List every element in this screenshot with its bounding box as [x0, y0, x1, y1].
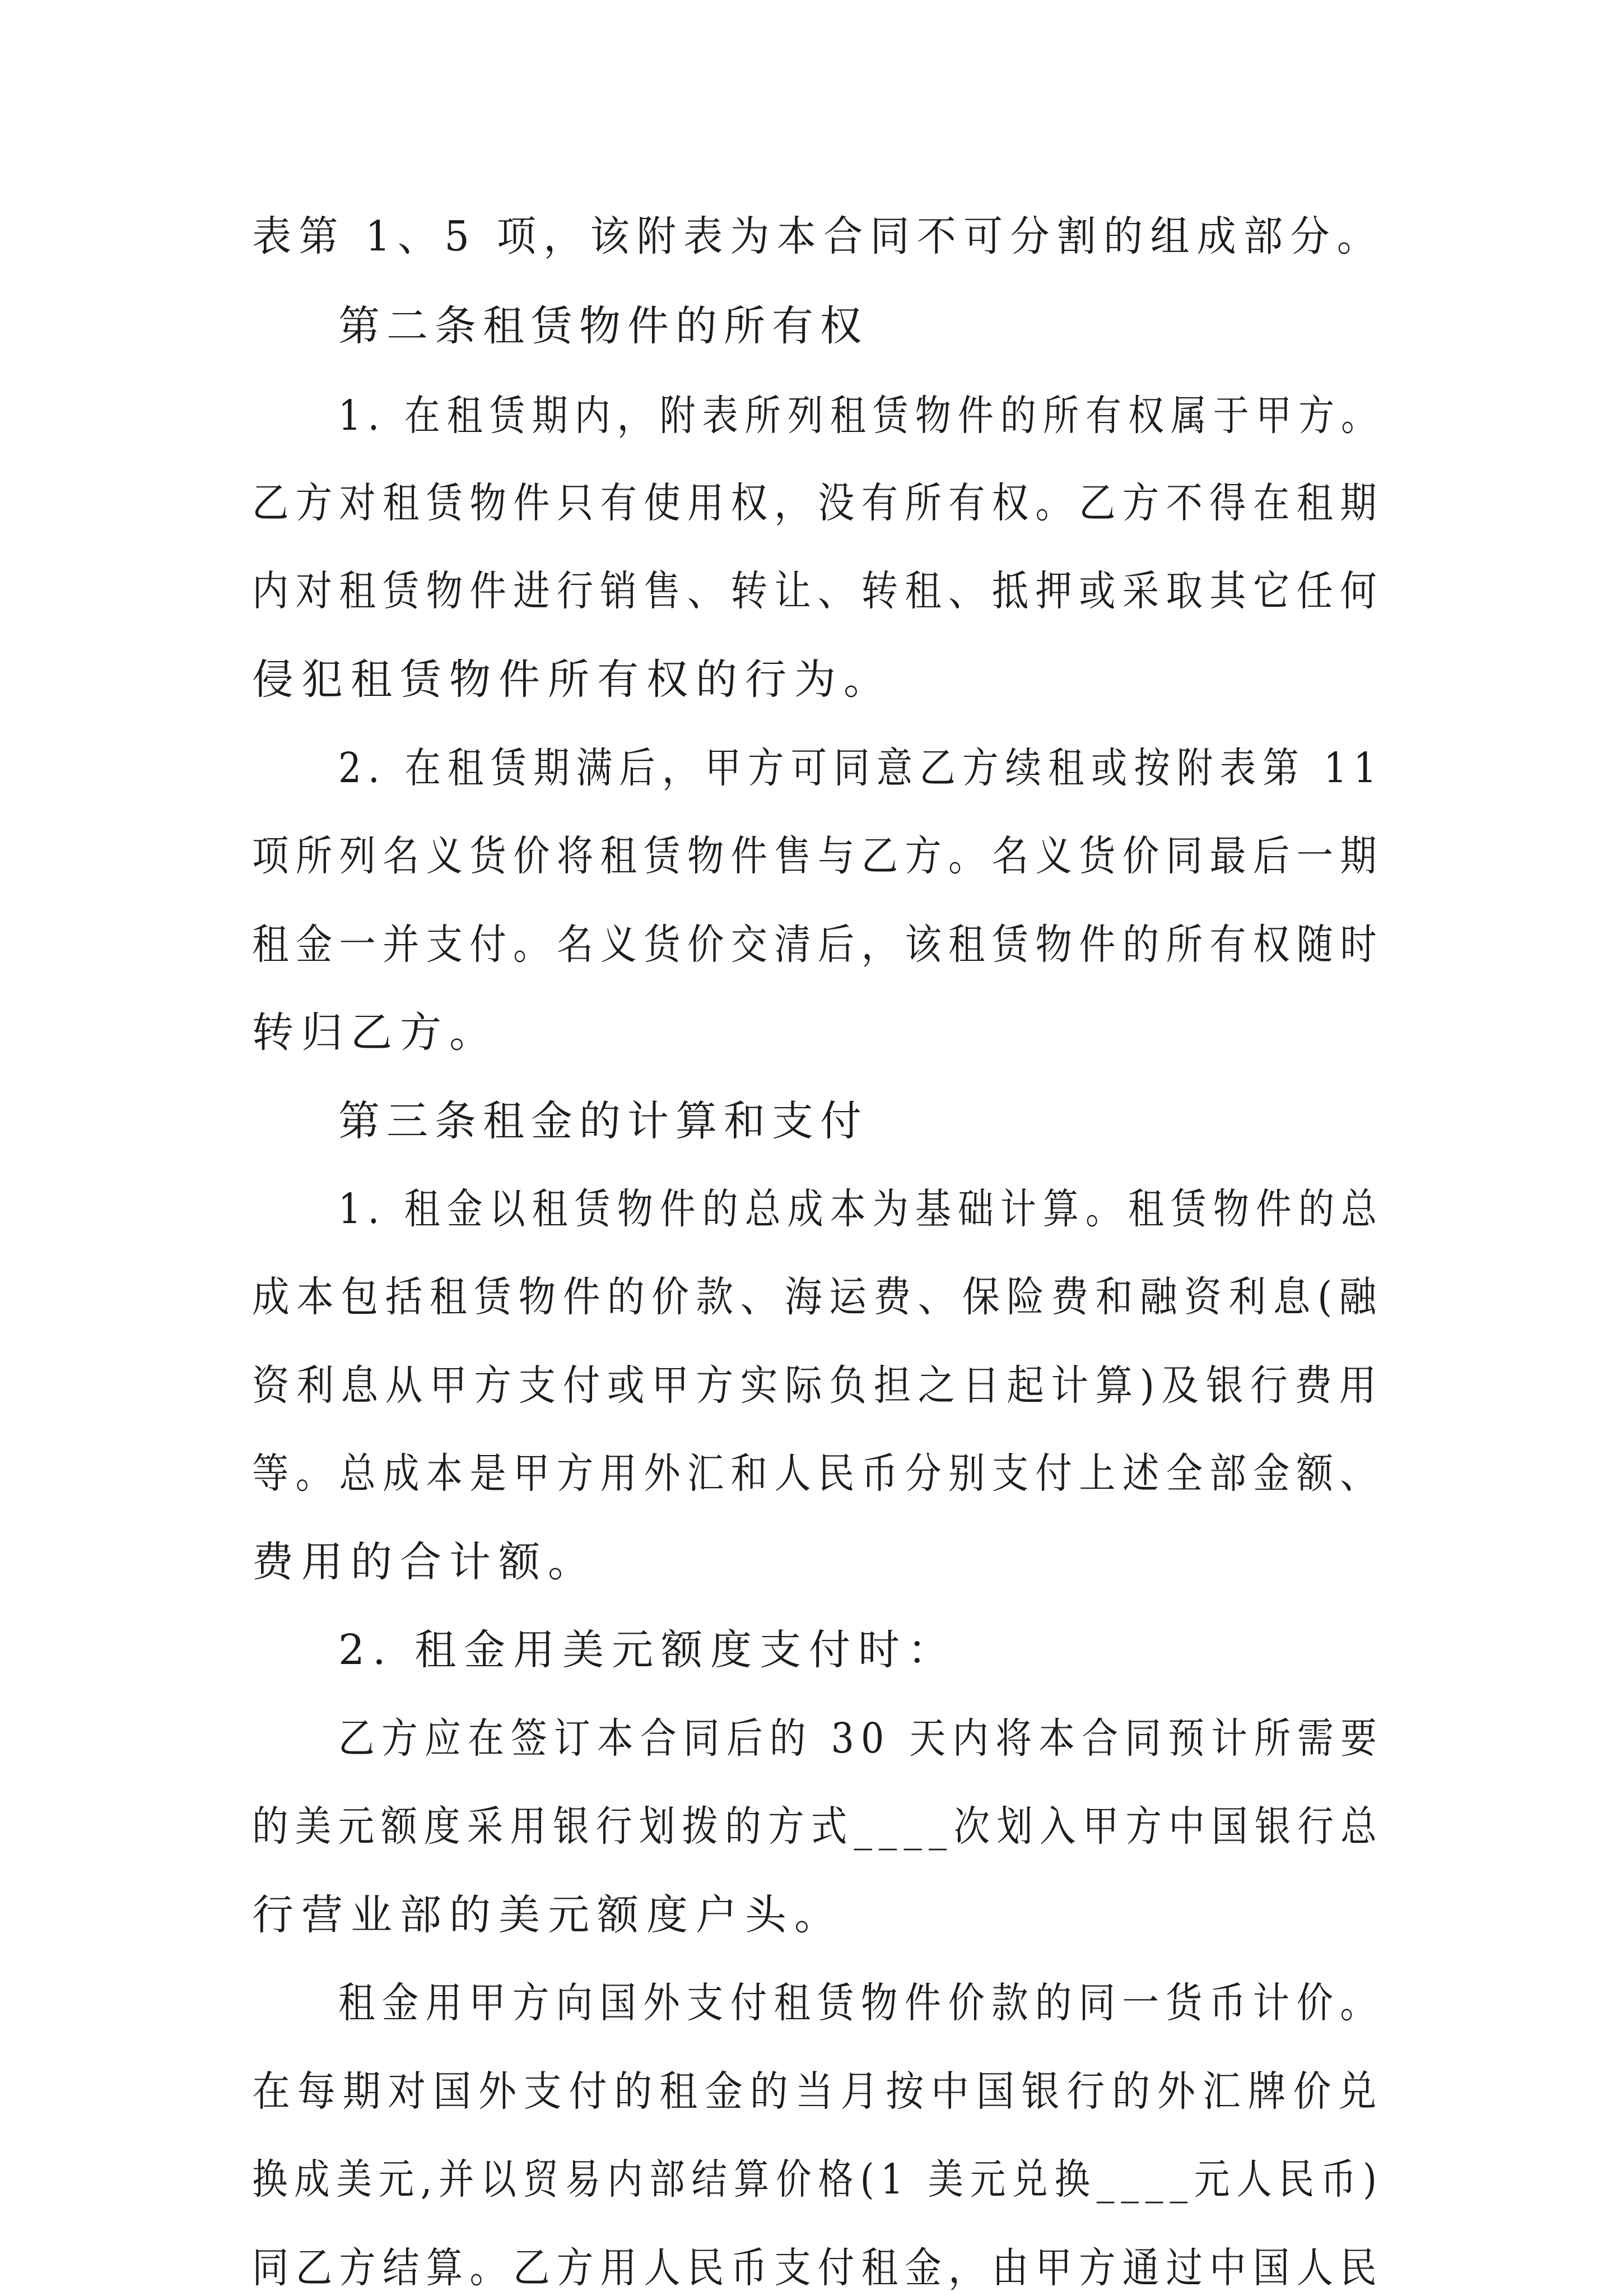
article-heading: 第三条租金的计算和支付 — [338, 1097, 868, 1145]
text-line: 乙方应在签订本合同后的 30 天内将本合同预计所需要 — [338, 1714, 1384, 1763]
text-line: 成本包括租赁物件的价款、海运费、保险费和融资利息(融 — [252, 1273, 1384, 1321]
text-line: 表第 1、5 项，该附表为本合同不可分割的组成部分。 — [252, 212, 1384, 261]
text-line: 租金用甲方向国外支付租赁物件价款的同一货币计价。 — [338, 1979, 1384, 2027]
text-line: 同乙方结算。乙方用人民币支付租金，由甲方通过中国人民 — [252, 2244, 1384, 2292]
text-line: 等。总成本是甲方用外汇和人民币分别支付上述全部金额、 — [252, 1449, 1384, 1498]
text-line: 的美元额度采用银行划拨的方式____次划入甲方中国银行总 — [252, 1802, 1384, 1851]
text-line: 换成美元,并以贸易内部结算价格(1 美元兑换____元人民币) — [252, 2155, 1384, 2204]
text-line: 费用的合计额。 — [252, 1538, 597, 1586]
text-line: 资利息从甲方支付或甲方实际负担之日起计算)及银行费用 — [252, 1361, 1384, 1410]
text-line: 租金一并支付。名义货价交清后，该租赁物件的所有权随时 — [252, 921, 1384, 969]
article-heading: 第二条租赁物件的所有权 — [338, 302, 868, 350]
text-line: 乙方对租赁物件只有使用权，没有所有权。乙方不得在租期 — [252, 479, 1384, 527]
text-line: 行营业部的美元额度户头。 — [252, 1891, 844, 1939]
text-line: 内对租赁物件进行销售、转让、转租、抵押或采取其它任何 — [252, 567, 1384, 615]
text-line: 项所列名义货价将租赁物件售与乙方。名义货价同最后一期 — [252, 832, 1384, 880]
text-line: 转归乙方。 — [252, 1008, 499, 1057]
text-line: 1. 租金以租赁物件的总成本为基础计算。租赁物件的总 — [338, 1185, 1384, 1233]
text-line: 1. 在租赁期内，附表所列租赁物件的所有权属于甲方。 — [338, 392, 1384, 440]
text-line: 侵犯租赁物件所有权的行为。 — [252, 656, 893, 704]
text-line: 2. 在租赁期满后，甲方可同意乙方续租或按附表第 11 — [338, 744, 1384, 792]
text-line: 2. 租金用美元额度支付时： — [338, 1626, 957, 1674]
text-line: 在每期对国外支付的租金的当月按中国银行的外汇牌价兑 — [252, 2067, 1384, 2116]
